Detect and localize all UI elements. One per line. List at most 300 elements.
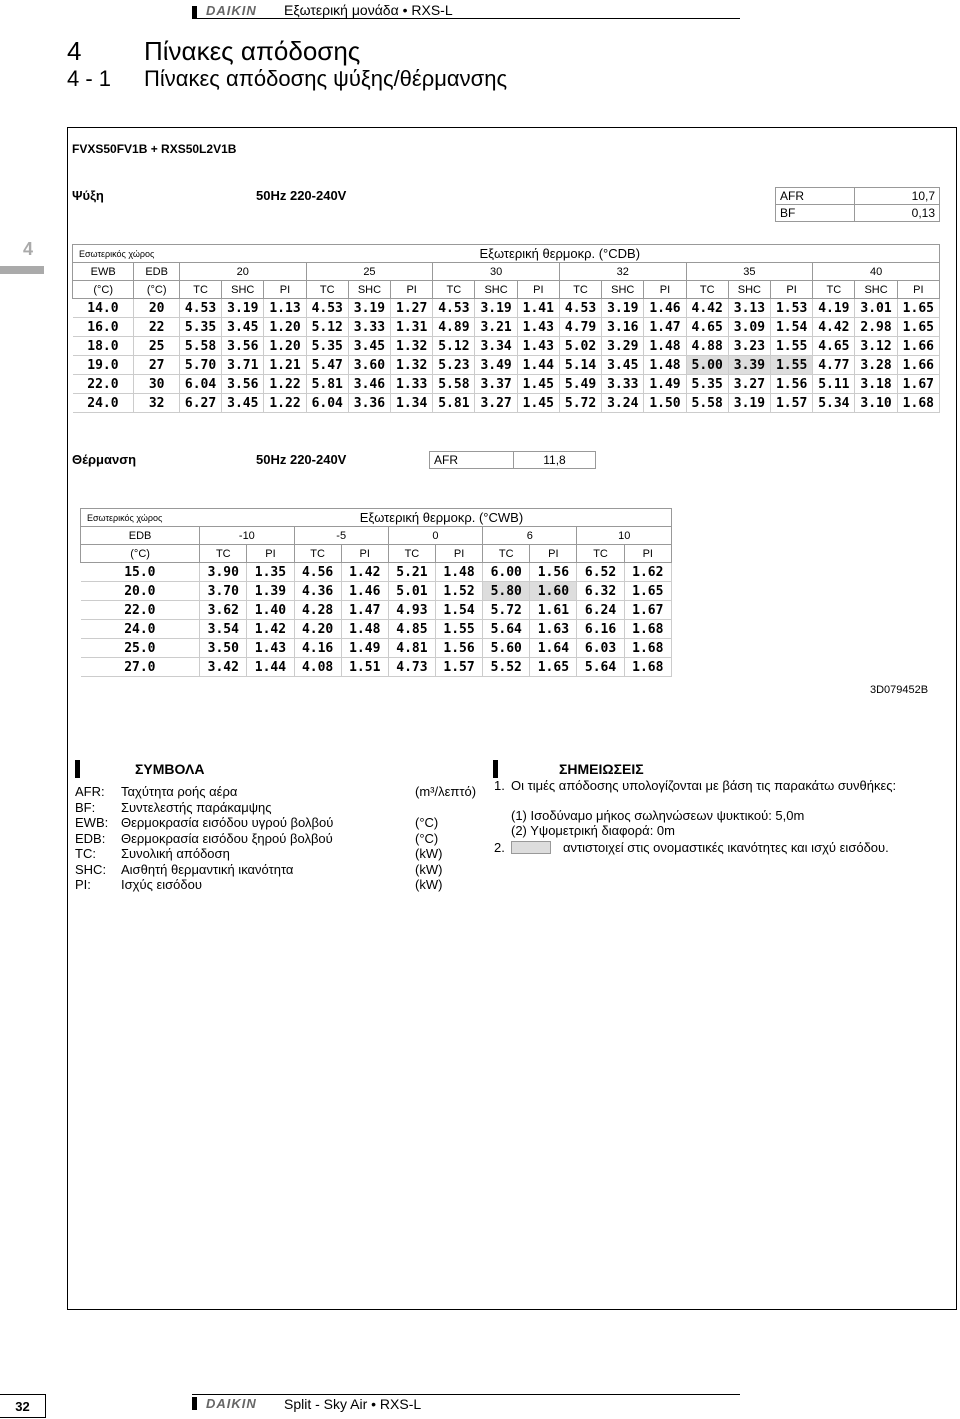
running-footer: [192, 1394, 740, 1412]
table-cell: 14.0: [73, 299, 134, 318]
symbols-legend: [75, 760, 490, 893]
table-row: [81, 658, 672, 677]
table-cell: 3.45: [348, 337, 390, 356]
table-cell: 1.44: [517, 356, 559, 375]
table-cell: 20.0: [81, 582, 200, 601]
table-cell: 4.88: [686, 337, 728, 356]
table-cell: 6.32: [577, 582, 624, 601]
table-cell: 5.58: [433, 375, 475, 394]
table-cell: 1.57: [435, 658, 482, 677]
table-cell: 1.67: [624, 601, 671, 620]
symbol-desc: Συνολική απόδοση: [121, 846, 230, 861]
table-cell: 1.65: [897, 318, 939, 337]
symbol-row: [75, 815, 490, 831]
table-cell: 5.60: [483, 639, 530, 658]
table-cell: 5.72: [483, 601, 530, 620]
table-cell: 5.11: [813, 375, 855, 394]
note-1-conditions: [487, 808, 957, 838]
table-cell: 1.45: [517, 375, 559, 394]
table-row: [81, 563, 672, 582]
table-cell: 1.61: [530, 601, 577, 620]
table-cell: 5.00: [686, 356, 728, 375]
afr-label: AFR: [430, 452, 514, 469]
table-cell: 5.35: [306, 337, 348, 356]
table-cell: 4.65: [686, 318, 728, 337]
table-cell: 22: [134, 318, 180, 337]
symbol-key: EDB:: [75, 830, 106, 846]
table-cell: 3.90: [200, 563, 247, 582]
table-cell: 1.55: [771, 356, 813, 375]
sub-header: PI: [624, 545, 671, 563]
sub-header: SHC: [222, 281, 264, 299]
note-1b: (2) Υψομετρική διαφορά: 0m: [511, 823, 675, 838]
heating-afr-table: [429, 451, 596, 469]
bf-value: 0,13: [855, 205, 940, 222]
table-cell: 4.81: [388, 639, 435, 658]
sub-header: PI: [771, 281, 813, 299]
table-cell: 1.68: [624, 658, 671, 677]
table-cell: 1.20: [264, 337, 306, 356]
outdoor-temp-header: 0: [388, 527, 482, 545]
chapter-number: 4: [67, 36, 82, 66]
sub-header: SHC: [602, 281, 644, 299]
note-1-number: 1.: [494, 778, 505, 793]
table-cell: 30: [134, 375, 180, 394]
note-1a: (1) Ισοδύναμο μήκος σωληνώσεων ψυκτικού: 5,0m: [511, 808, 805, 823]
outdoor-temp-header: 20: [179, 263, 306, 281]
table-cell: 3.10: [855, 394, 897, 413]
table-cell: 3.01: [855, 299, 897, 318]
table-cell: 1.62: [624, 563, 671, 582]
outdoor-temp-header: -5: [294, 527, 388, 545]
symbol-unit: (kW): [415, 861, 443, 877]
table-cell: 2.98: [855, 318, 897, 337]
daikin-logo: DAIKIN: [206, 3, 257, 18]
table-cell: 3.33: [348, 318, 390, 337]
table-cell: 3.70: [200, 582, 247, 601]
edb-unit: (°C): [134, 281, 180, 299]
table-cell: 4.93: [388, 601, 435, 620]
symbol-key: AFR:: [75, 784, 105, 799]
symbol-unit: (°C): [415, 830, 439, 846]
table-cell: 5.35: [179, 318, 221, 337]
sub-header: TC: [559, 281, 601, 299]
table-cell: 5.02: [559, 337, 601, 356]
notes-heading: [487, 760, 957, 778]
table-cell: 5.12: [433, 337, 475, 356]
table-row: [81, 639, 672, 658]
table-cell: 1.54: [771, 318, 813, 337]
table-cell: 27.0: [81, 658, 200, 677]
sub-header: PI: [530, 545, 577, 563]
table-row: [81, 601, 672, 620]
table-cell: 3.45: [222, 318, 264, 337]
bf-label: BF: [776, 205, 855, 222]
table-cell: 1.52: [435, 582, 482, 601]
table-cell: 4.89: [433, 318, 475, 337]
table-cell: 15.0: [81, 563, 200, 582]
chapter-side-tab: [0, 239, 44, 274]
table-cell: 3.19: [602, 299, 644, 318]
table-cell: 1.43: [517, 337, 559, 356]
table-cell: 1.55: [771, 337, 813, 356]
table-cell: 3.56: [222, 375, 264, 394]
sub-header: TC: [294, 545, 341, 563]
table-cell: 16.0: [73, 318, 134, 337]
table-cell: 32: [134, 394, 180, 413]
outdoor-temp-header: 40: [813, 263, 940, 281]
note-2-text: αντιστοιχεί στις ονομαστικές ικανότητες και ισχύ εισόδου.: [563, 840, 889, 855]
table-cell: 3.29: [602, 337, 644, 356]
table-cell: 19.0: [73, 356, 134, 375]
heating-power: 50Hz 220-240V: [256, 452, 347, 467]
table-cell: 1.56: [530, 563, 577, 582]
sub-header: PI: [435, 545, 482, 563]
cooling-afr-table: [775, 187, 940, 222]
heading-marker: [75, 760, 80, 778]
sub-header: SHC: [475, 281, 517, 299]
sub-header: PI: [341, 545, 388, 563]
sub-header: TC: [179, 281, 221, 299]
table-cell: 4.53: [179, 299, 221, 318]
symbols-heading: [75, 760, 490, 778]
table-cell: 5.21: [388, 563, 435, 582]
table-cell: 5.81: [306, 375, 348, 394]
table-cell: 1.31: [391, 318, 433, 337]
table-cell: 1.42: [341, 563, 388, 582]
table-cell: 4.08: [294, 658, 341, 677]
outdoor-temp-header: -10: [200, 527, 294, 545]
cooling-power: 50Hz 220-240V: [256, 188, 347, 203]
table-cell: 3.09: [728, 318, 770, 337]
table-cell: 3.12: [855, 337, 897, 356]
symbol-desc: Ταχύτητα ροής αέρα: [121, 784, 238, 799]
sub-header: SHC: [348, 281, 390, 299]
table-cell: 1.68: [897, 394, 939, 413]
table-cell: 1.40: [247, 601, 294, 620]
sub-header: PI: [247, 545, 294, 563]
symbol-desc: Αισθητή θερμαντική ικανότητα: [121, 861, 294, 877]
table-cell: 3.19: [475, 299, 517, 318]
table-cell: 5.58: [686, 394, 728, 413]
indoor-label: Εσωτερικός χώρος: [81, 509, 200, 527]
table-row: [73, 299, 940, 318]
table-cell: 3.13: [728, 299, 770, 318]
table-cell: 3.16: [602, 318, 644, 337]
outdoor-temp-header: 35: [686, 263, 813, 281]
symbol-key: PI:: [75, 877, 91, 892]
cooling-label: Ψύξη: [72, 188, 104, 203]
ewb-header: EWB: [73, 263, 134, 281]
note-2: [487, 840, 957, 856]
sub-header: TC: [577, 545, 624, 563]
table-cell: 6.04: [179, 375, 221, 394]
footer-marker: [192, 1397, 197, 1410]
cooling-performance-table: [72, 244, 940, 413]
symbols-title: ΣΥΜΒΟΛΑ: [135, 761, 205, 777]
table-cell: 4.36: [294, 582, 341, 601]
table-cell: 6.03: [577, 639, 624, 658]
document-code: 3D079452B: [870, 684, 929, 696]
afr-value: 11,8: [514, 452, 596, 469]
indoor-label: Εσωτερικός χώρος: [73, 245, 180, 263]
sub-header: TC: [200, 545, 247, 563]
table-cell: 3.27: [728, 375, 770, 394]
table-cell: 3.45: [602, 356, 644, 375]
side-tab-bar: [0, 266, 44, 274]
table-cell: 5.72: [559, 394, 601, 413]
table-cell: 4.53: [433, 299, 475, 318]
table-cell: 3.36: [348, 394, 390, 413]
table-cell: 1.65: [897, 299, 939, 318]
table-cell: 4.42: [686, 299, 728, 318]
table-row: [73, 337, 940, 356]
table-cell: 1.35: [247, 563, 294, 582]
table-cell: 4.65: [813, 337, 855, 356]
table-cell: 4.77: [813, 356, 855, 375]
table-cell: 6.24: [577, 601, 624, 620]
symbol-unit: (kW): [415, 877, 443, 892]
table-cell: 3.19: [222, 299, 264, 318]
outdoor-temp-header: 30: [433, 263, 560, 281]
outdoor-temp-title: Εξωτερική θερμοκρ. (°CWB): [200, 509, 672, 527]
outdoor-temp-header: 10: [577, 527, 672, 545]
section-title: Πίνακες απόδοσης ψύξης/θέρμανσης: [144, 66, 508, 91]
table-cell: 1.45: [517, 394, 559, 413]
chapter-title: Πίνακες απόδοσης: [144, 36, 361, 66]
table-cell: 1.50: [644, 394, 686, 413]
table-cell: 5.12: [306, 318, 348, 337]
heating-label: Θέρμανση: [72, 452, 137, 467]
sub-header: TC: [686, 281, 728, 299]
table-cell: 18.0: [73, 337, 134, 356]
symbol-desc: Ισχύς εισόδου: [121, 877, 202, 892]
sub-header: SHC: [728, 281, 770, 299]
table-cell: 3.54: [200, 620, 247, 639]
table-cell: 4.53: [306, 299, 348, 318]
table-cell: 1.57: [771, 394, 813, 413]
table-cell: 1.48: [644, 356, 686, 375]
table-cell: 1.43: [247, 639, 294, 658]
symbol-row: [75, 800, 490, 816]
outdoor-temp-header: 6: [483, 527, 577, 545]
table-cell: 1.46: [341, 582, 388, 601]
table-cell: 1.56: [435, 639, 482, 658]
sub-header: TC: [813, 281, 855, 299]
table-cell: 4.42: [813, 318, 855, 337]
notes-section: [487, 760, 957, 856]
table-cell: 1.48: [644, 337, 686, 356]
table-cell: 3.27: [475, 394, 517, 413]
table-cell: 3.71: [222, 356, 264, 375]
table-cell: 4.73: [388, 658, 435, 677]
header-title: Εξωτερική μονάδα • RXS-L: [284, 2, 453, 18]
edb-header: EDB: [81, 527, 200, 545]
table-cell: 1.42: [247, 620, 294, 639]
sub-header: TC: [388, 545, 435, 563]
table-cell: 4.19: [813, 299, 855, 318]
table-cell: 1.33: [391, 375, 433, 394]
afr-value: 10,7: [855, 188, 940, 205]
table-cell: 24.0: [81, 620, 200, 639]
table-cell: 22.0: [81, 601, 200, 620]
sub-header: SHC: [855, 281, 897, 299]
table-cell: 1.65: [530, 658, 577, 677]
table-cell: 1.68: [624, 639, 671, 658]
sub-header: PI: [644, 281, 686, 299]
table-cell: 3.21: [475, 318, 517, 337]
table-cell: 1.22: [264, 375, 306, 394]
table-cell: 6.00: [483, 563, 530, 582]
table-cell: 5.01: [388, 582, 435, 601]
table-cell: 1.20: [264, 318, 306, 337]
running-header: [192, 4, 740, 19]
table-cell: 5.58: [179, 337, 221, 356]
table-cell: 20: [134, 299, 180, 318]
daikin-logo: DAIKIN: [206, 1396, 257, 1411]
table-cell: 6.52: [577, 563, 624, 582]
table-cell: 4.53: [559, 299, 601, 318]
table-cell: 3.49: [475, 356, 517, 375]
symbol-desc: Θερμοκρασία εισόδου υγρού βολβού: [121, 815, 334, 830]
edb-unit: (°C): [81, 545, 200, 563]
table-cell: 3.18: [855, 375, 897, 394]
table-cell: 1.39: [247, 582, 294, 601]
table-cell: 4.56: [294, 563, 341, 582]
heating-performance-table: [80, 508, 672, 677]
afr-label: AFR: [776, 188, 855, 205]
table-cell: 1.67: [897, 375, 939, 394]
table-cell: 5.35: [686, 375, 728, 394]
table-cell: 3.62: [200, 601, 247, 620]
table-cell: 1.51: [341, 658, 388, 677]
header-marker: [192, 6, 197, 19]
sub-header: PI: [264, 281, 306, 299]
section-heading: [67, 66, 507, 92]
sub-header: PI: [391, 281, 433, 299]
table-cell: 4.16: [294, 639, 341, 658]
symbol-unit: (kW): [415, 846, 443, 861]
page-number: 32: [0, 1394, 46, 1418]
symbol-desc: Συντελεστής παράκαμψης: [121, 799, 272, 815]
table-cell: 1.63: [530, 620, 577, 639]
table-cell: 3.23: [728, 337, 770, 356]
outdoor-temp-title: Εξωτερική θερμοκρ. (°CDB): [179, 245, 939, 263]
symbol-unit: (°C): [415, 815, 439, 830]
table-cell: 1.21: [264, 356, 306, 375]
note-1: [487, 778, 957, 808]
table-cell: 5.64: [577, 658, 624, 677]
table-cell: 1.13: [264, 299, 306, 318]
table-cell: 1.49: [341, 639, 388, 658]
chapter-heading: [67, 36, 360, 67]
symbol-row: [75, 862, 490, 878]
outdoor-temp-header: 32: [559, 263, 686, 281]
table-cell: 25: [134, 337, 180, 356]
table-cell: 4.85: [388, 620, 435, 639]
table-cell: 3.33: [602, 375, 644, 394]
table-cell: 1.56: [771, 375, 813, 394]
table-cell: 3.50: [200, 639, 247, 658]
table-cell: 5.34: [813, 394, 855, 413]
table-cell: 22.0: [73, 375, 134, 394]
table-cell: 3.28: [855, 356, 897, 375]
table-cell: 5.64: [483, 620, 530, 639]
table-cell: 1.65: [624, 582, 671, 601]
symbol-unit: (m³/λεπτό): [415, 784, 477, 799]
section-number: 4 - 1: [67, 66, 112, 91]
symbol-key: TC:: [75, 846, 96, 861]
table-cell: 1.68: [624, 620, 671, 639]
symbol-row: [75, 877, 490, 893]
sub-header: PI: [897, 281, 939, 299]
table-cell: 1.48: [435, 563, 482, 582]
table-cell: 1.32: [391, 356, 433, 375]
table-cell: 5.70: [179, 356, 221, 375]
table-row: [73, 394, 940, 413]
table-cell: 4.79: [559, 318, 601, 337]
note-2-number: 2.: [494, 840, 505, 855]
sub-header: TC: [433, 281, 475, 299]
table-cell: 3.24: [602, 394, 644, 413]
table-cell: 3.37: [475, 375, 517, 394]
table-cell: 1.48: [341, 620, 388, 639]
table-cell: 1.27: [391, 299, 433, 318]
symbol-key: EWB:: [75, 815, 109, 830]
table-row: [73, 356, 940, 375]
notes-title: ΣΗΜΕΙΩΣΕΙΣ: [559, 761, 644, 777]
sub-header: PI: [517, 281, 559, 299]
table-cell: 5.52: [483, 658, 530, 677]
table-cell: 1.49: [644, 375, 686, 394]
table-cell: 3.45: [222, 394, 264, 413]
table-row: [81, 582, 672, 601]
ewb-unit: (°C): [73, 281, 134, 299]
table-cell: 1.43: [517, 318, 559, 337]
table-cell: 1.44: [247, 658, 294, 677]
table-cell: 1.66: [897, 337, 939, 356]
table-cell: 1.47: [644, 318, 686, 337]
table-cell: 1.47: [341, 601, 388, 620]
table-cell: 1.55: [435, 620, 482, 639]
table-cell: 1.41: [517, 299, 559, 318]
table-cell: 6.27: [179, 394, 221, 413]
table-cell: 1.34: [391, 394, 433, 413]
symbol-key: SHC:: [75, 861, 107, 877]
table-cell: 25.0: [81, 639, 200, 658]
outdoor-temp-header: 25: [306, 263, 433, 281]
table-row: [73, 318, 940, 337]
table-cell: 24.0: [73, 394, 134, 413]
note-1-text: Οι τιμές απόδοσης υπολογίζονται με βάση τις παρακάτω συνθήκες:: [511, 778, 897, 793]
table-cell: 3.42: [200, 658, 247, 677]
table-cell: 3.34: [475, 337, 517, 356]
table-cell: 3.46: [348, 375, 390, 394]
sub-header: TC: [483, 545, 530, 563]
table-cell: 3.19: [348, 299, 390, 318]
table-cell: 1.66: [897, 356, 939, 375]
table-cell: 1.32: [391, 337, 433, 356]
footer-title: Split - Sky Air • RXS-L: [284, 1396, 422, 1412]
table-cell: 3.19: [728, 394, 770, 413]
table-cell: 6.04: [306, 394, 348, 413]
table-cell: 5.81: [433, 394, 475, 413]
table-cell: 4.28: [294, 601, 341, 620]
table-cell: 1.64: [530, 639, 577, 658]
table-cell: 6.16: [577, 620, 624, 639]
edb-header: EDB: [134, 263, 180, 281]
shaded-cell-sample: [511, 841, 551, 854]
